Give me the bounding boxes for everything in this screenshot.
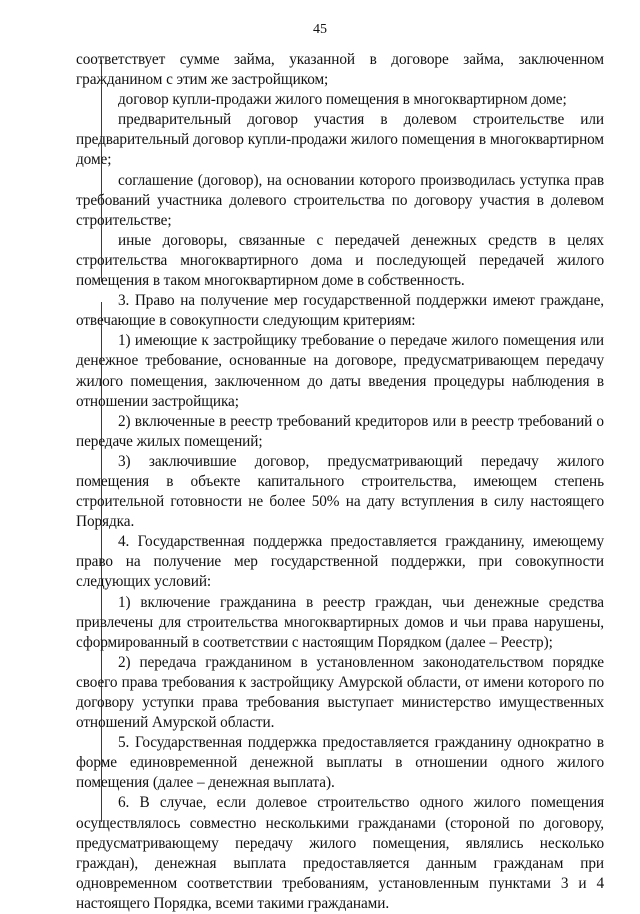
paragraph: 3. Право на получение мер государственной поддержки имеют граждане, отвечающие в совокупности следующим критериям:	[76, 292, 604, 330]
page-number: 45	[313, 22, 327, 37]
paragraph: соответствует сумме займа, указанной в договоре займа, заключенном гражданином с этим же застройщиком;	[76, 51, 604, 89]
document-body	[76, 50, 604, 914]
paragraph: 2) включенные в реестр требований кредиторов или в реестр требований о передаче жилых помещений;	[76, 412, 604, 450]
paragraph: предварительный договор участия в долевом строительстве или предварительный договор купли-продажи жилого помещения в многоквартирном доме;	[76, 111, 604, 169]
paragraph: договор купли-продажи жилого помещения в многоквартирном доме;	[118, 91, 567, 109]
paragraph: иные договоры, связанные с передачей денежных средств в целях строительства многоквартирного дома и последующей передачей жилого помещения в таком многоквартирном доме в собственность.	[76, 231, 604, 290]
paragraph: 3) заключившие договор, предусматривающий передачу жилого помещения в объекте капитального строительства, имеющем степень строительной готовности не более 50% на дату вступления в силу настоящего Порядка.	[76, 452, 604, 531]
paragraph: соглашение (договор), на основании которого производилась уступка прав требований участника долевого строительства по договору участия в долевом строительстве;	[76, 171, 604, 229]
paragraph: 6. В случае, если долевое строительство одного жилого помещения осуществлялось совместно несколькими гражданами (стороной по договору, предусматривающему передачу жилого помещения, являлись несколько граждан), денежная выплата предоставляется данным гражданам при одновременном соответствии требованиям, установленным пунктами 3 и 4 настоящего Порядка, всеми такими гражданами.	[76, 794, 604, 912]
paragraph: 2) передача гражданином в установленном законодательством порядке своего права требования к застройщику Амурской области, от имени которого по договору уступки права требования выступает министерство имущественных отношений Амурской области.	[76, 653, 604, 732]
paragraph: 1) имеющие к застройщику требование о передаче жилого помещения или денежное требование, основанные на договоре, предусматривающем передачу жилого помещения, заключенном до даты введения процедуры наблюдения в отношении застройщика;	[76, 332, 604, 410]
paragraph: 5. Государственная поддержка предоставляется гражданину однократно в форме единовременной денежной выплаты в отношении одного жилого помещения (далее – денежная выплата).	[76, 734, 604, 792]
paragraph: 1) включение гражданина в реестр граждан, чьи денежные средства привлечены для строительства многоквартирных домов и чьи права нарушены, сформированный в соответствии с настоящим Порядком (далее – Реестр);	[76, 593, 604, 651]
paragraph: 4. Государственная поддержка предоставляется гражданину, имеющему право на получение мер государственной поддержки, при совокупности следующих условий:	[76, 533, 604, 591]
